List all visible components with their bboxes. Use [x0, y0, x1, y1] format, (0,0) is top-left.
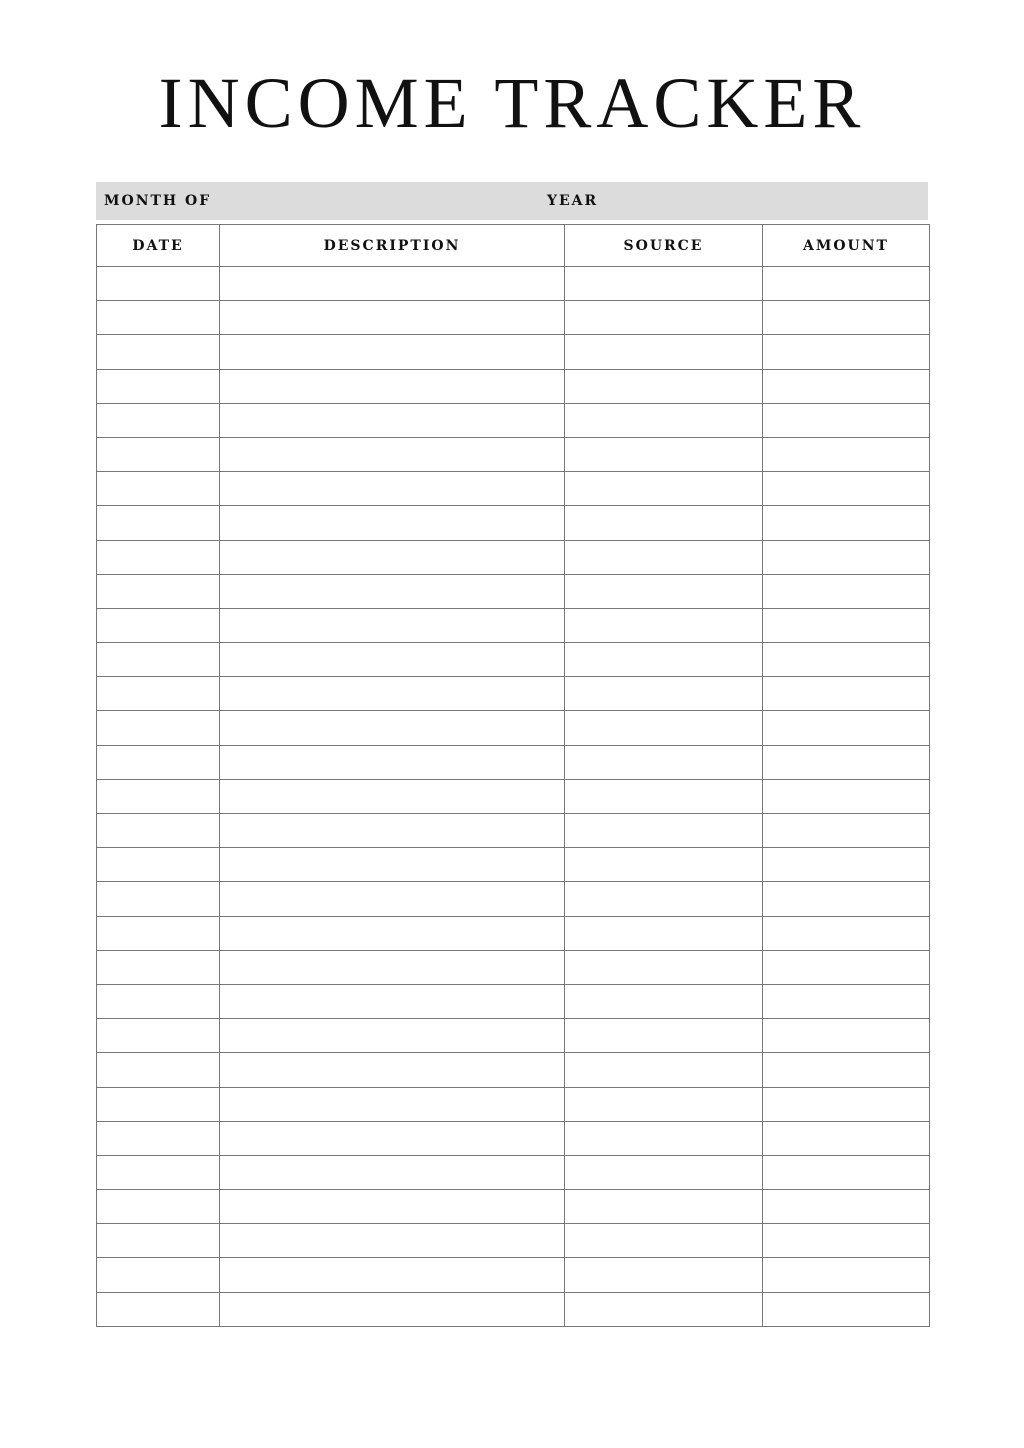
cell-description[interactable]: [220, 267, 565, 301]
cell-description[interactable]: [220, 711, 565, 745]
cell-source[interactable]: [565, 472, 763, 506]
income-table: [96, 224, 930, 1327]
cell-amount[interactable]: [763, 1087, 930, 1121]
table-row: [97, 540, 930, 574]
cell-description[interactable]: [220, 1224, 565, 1258]
cell-source[interactable]: [565, 301, 763, 335]
cell-date[interactable]: [97, 950, 220, 984]
table-row: [97, 335, 930, 369]
cell-source[interactable]: [565, 1155, 763, 1189]
cell-source[interactable]: [565, 677, 763, 711]
cell-description[interactable]: [220, 950, 565, 984]
cell-amount[interactable]: [763, 369, 930, 403]
cell-description[interactable]: [220, 1155, 565, 1189]
cell-amount[interactable]: [763, 506, 930, 540]
cell-source[interactable]: [565, 1053, 763, 1087]
month-label: MONTH OF: [104, 193, 212, 209]
table-row: [97, 506, 930, 540]
cell-source[interactable]: [565, 608, 763, 642]
cell-amount[interactable]: [763, 848, 930, 882]
cell-amount[interactable]: [763, 1155, 930, 1189]
cell-source[interactable]: [565, 1019, 763, 1053]
cell-date[interactable]: [97, 403, 220, 437]
cell-description[interactable]: [220, 369, 565, 403]
table-row: [97, 437, 930, 471]
column-header-description: DESCRIPTION: [220, 225, 565, 267]
cell-description[interactable]: [220, 643, 565, 677]
cell-amount[interactable]: [763, 677, 930, 711]
cell-date[interactable]: [97, 506, 220, 540]
cell-date[interactable]: [97, 1019, 220, 1053]
table-row: [97, 848, 930, 882]
table-row: [97, 677, 930, 711]
cell-source[interactable]: [565, 643, 763, 677]
table-row: [97, 472, 930, 506]
table-row: [97, 369, 930, 403]
table-row: [97, 1087, 930, 1121]
cell-date[interactable]: [97, 1258, 220, 1292]
cell-date[interactable]: [97, 369, 220, 403]
cell-amount[interactable]: [763, 437, 930, 471]
cell-date[interactable]: [97, 335, 220, 369]
cell-date[interactable]: [97, 437, 220, 471]
cell-description[interactable]: [220, 437, 565, 471]
cell-description[interactable]: [220, 301, 565, 335]
table-row: [97, 1053, 930, 1087]
cell-date[interactable]: [97, 1224, 220, 1258]
cell-date[interactable]: [97, 1121, 220, 1155]
cell-date[interactable]: [97, 301, 220, 335]
table-row: [97, 267, 930, 301]
cell-amount[interactable]: [763, 1121, 930, 1155]
cell-date[interactable]: [97, 916, 220, 950]
cell-source[interactable]: [565, 1087, 763, 1121]
cell-amount[interactable]: [763, 1292, 930, 1326]
cell-source[interactable]: [565, 574, 763, 608]
table-row: [97, 950, 930, 984]
column-header-source: SOURCE: [565, 225, 763, 267]
cell-description[interactable]: [220, 916, 565, 950]
cell-amount[interactable]: [763, 301, 930, 335]
cell-date[interactable]: [97, 745, 220, 779]
cell-description[interactable]: [220, 848, 565, 882]
cell-source[interactable]: [565, 814, 763, 848]
cell-amount[interactable]: [763, 1258, 930, 1292]
cell-source[interactable]: [565, 1258, 763, 1292]
cell-description[interactable]: [220, 814, 565, 848]
year-label: YEAR: [547, 193, 599, 209]
cell-amount[interactable]: [763, 1019, 930, 1053]
cell-description[interactable]: [220, 1258, 565, 1292]
cell-amount[interactable]: [763, 984, 930, 1018]
table-row: [97, 711, 930, 745]
cell-amount[interactable]: [763, 267, 930, 301]
page-title: INCOME TRACKER: [158, 63, 866, 143]
cell-date[interactable]: [97, 711, 220, 745]
cell-amount[interactable]: [763, 882, 930, 916]
table-row: [97, 1292, 930, 1326]
cell-amount[interactable]: [763, 1053, 930, 1087]
table-row: [97, 1224, 930, 1258]
cell-date[interactable]: [97, 574, 220, 608]
cell-source[interactable]: [565, 1190, 763, 1224]
table-row: [97, 984, 930, 1018]
cell-date[interactable]: [97, 1155, 220, 1189]
cell-source[interactable]: [565, 950, 763, 984]
table-row: [97, 403, 930, 437]
cell-source[interactable]: [565, 403, 763, 437]
cell-amount[interactable]: [763, 950, 930, 984]
cell-description[interactable]: [220, 608, 565, 642]
cell-amount[interactable]: [763, 711, 930, 745]
cell-amount[interactable]: [763, 745, 930, 779]
cell-source[interactable]: [565, 882, 763, 916]
cell-source[interactable]: [565, 916, 763, 950]
cell-source[interactable]: [565, 540, 763, 574]
cell-source[interactable]: [565, 1292, 763, 1326]
cell-date[interactable]: [97, 984, 220, 1018]
cell-amount[interactable]: [763, 472, 930, 506]
cell-description[interactable]: [220, 1190, 565, 1224]
cell-source[interactable]: [565, 369, 763, 403]
cell-source[interactable]: [565, 779, 763, 813]
table-row: [97, 1190, 930, 1224]
cell-description[interactable]: [220, 1019, 565, 1053]
table-row: [97, 1019, 930, 1053]
cell-amount[interactable]: [763, 1224, 930, 1258]
cell-amount[interactable]: [763, 1190, 930, 1224]
cell-amount[interactable]: [763, 540, 930, 574]
cell-amount[interactable]: [763, 608, 930, 642]
cell-description[interactable]: [220, 1053, 565, 1087]
cell-date[interactable]: [97, 848, 220, 882]
column-header-amount: AMOUNT: [763, 225, 930, 267]
month-year-band: [96, 182, 928, 220]
cell-date[interactable]: [97, 1190, 220, 1224]
cell-source[interactable]: [565, 745, 763, 779]
cell-source[interactable]: [565, 1224, 763, 1258]
cell-source[interactable]: [565, 506, 763, 540]
cell-description[interactable]: [220, 335, 565, 369]
cell-description[interactable]: [220, 403, 565, 437]
table-row: [97, 745, 930, 779]
cell-description[interactable]: [220, 984, 565, 1018]
table-row: [97, 1258, 930, 1292]
cell-description[interactable]: [220, 540, 565, 574]
cell-date[interactable]: [97, 540, 220, 574]
cell-amount[interactable]: [763, 779, 930, 813]
cell-source[interactable]: [565, 437, 763, 471]
cell-description[interactable]: [220, 1087, 565, 1121]
cell-date[interactable]: [97, 814, 220, 848]
cell-date[interactable]: [97, 472, 220, 506]
table-row: [97, 779, 930, 813]
table-row: [97, 882, 930, 916]
cell-date[interactable]: [97, 677, 220, 711]
table-header-row: [97, 225, 930, 267]
cell-amount[interactable]: [763, 643, 930, 677]
cell-description[interactable]: [220, 677, 565, 711]
cell-description[interactable]: [220, 745, 565, 779]
cell-amount[interactable]: [763, 403, 930, 437]
cell-date[interactable]: [97, 1292, 220, 1326]
cell-description[interactable]: [220, 574, 565, 608]
cell-date[interactable]: [97, 608, 220, 642]
cell-source[interactable]: [565, 848, 763, 882]
cell-source[interactable]: [565, 335, 763, 369]
cell-date[interactable]: [97, 882, 220, 916]
table-row: [97, 814, 930, 848]
cell-source[interactable]: [565, 984, 763, 1018]
cell-description[interactable]: [220, 1292, 565, 1326]
cell-source[interactable]: [565, 267, 763, 301]
cell-date[interactable]: [97, 779, 220, 813]
cell-description[interactable]: [220, 1121, 565, 1155]
column-header-date: DATE: [97, 225, 220, 267]
table-row: [97, 608, 930, 642]
cell-amount[interactable]: [763, 335, 930, 369]
table-row: [97, 301, 930, 335]
cell-description[interactable]: [220, 882, 565, 916]
cell-description[interactable]: [220, 506, 565, 540]
table-row: [97, 1155, 930, 1189]
cell-source[interactable]: [565, 1121, 763, 1155]
cell-amount[interactable]: [763, 916, 930, 950]
cell-description[interactable]: [220, 472, 565, 506]
cell-source[interactable]: [565, 711, 763, 745]
cell-amount[interactable]: [763, 574, 930, 608]
cell-date[interactable]: [97, 267, 220, 301]
cell-description[interactable]: [220, 779, 565, 813]
table-row: [97, 574, 930, 608]
cell-amount[interactable]: [763, 814, 930, 848]
cell-date[interactable]: [97, 1053, 220, 1087]
table-row: [97, 1121, 930, 1155]
cell-date[interactable]: [97, 1087, 220, 1121]
cell-date[interactable]: [97, 643, 220, 677]
table-row: [97, 643, 930, 677]
table-row: [97, 916, 930, 950]
